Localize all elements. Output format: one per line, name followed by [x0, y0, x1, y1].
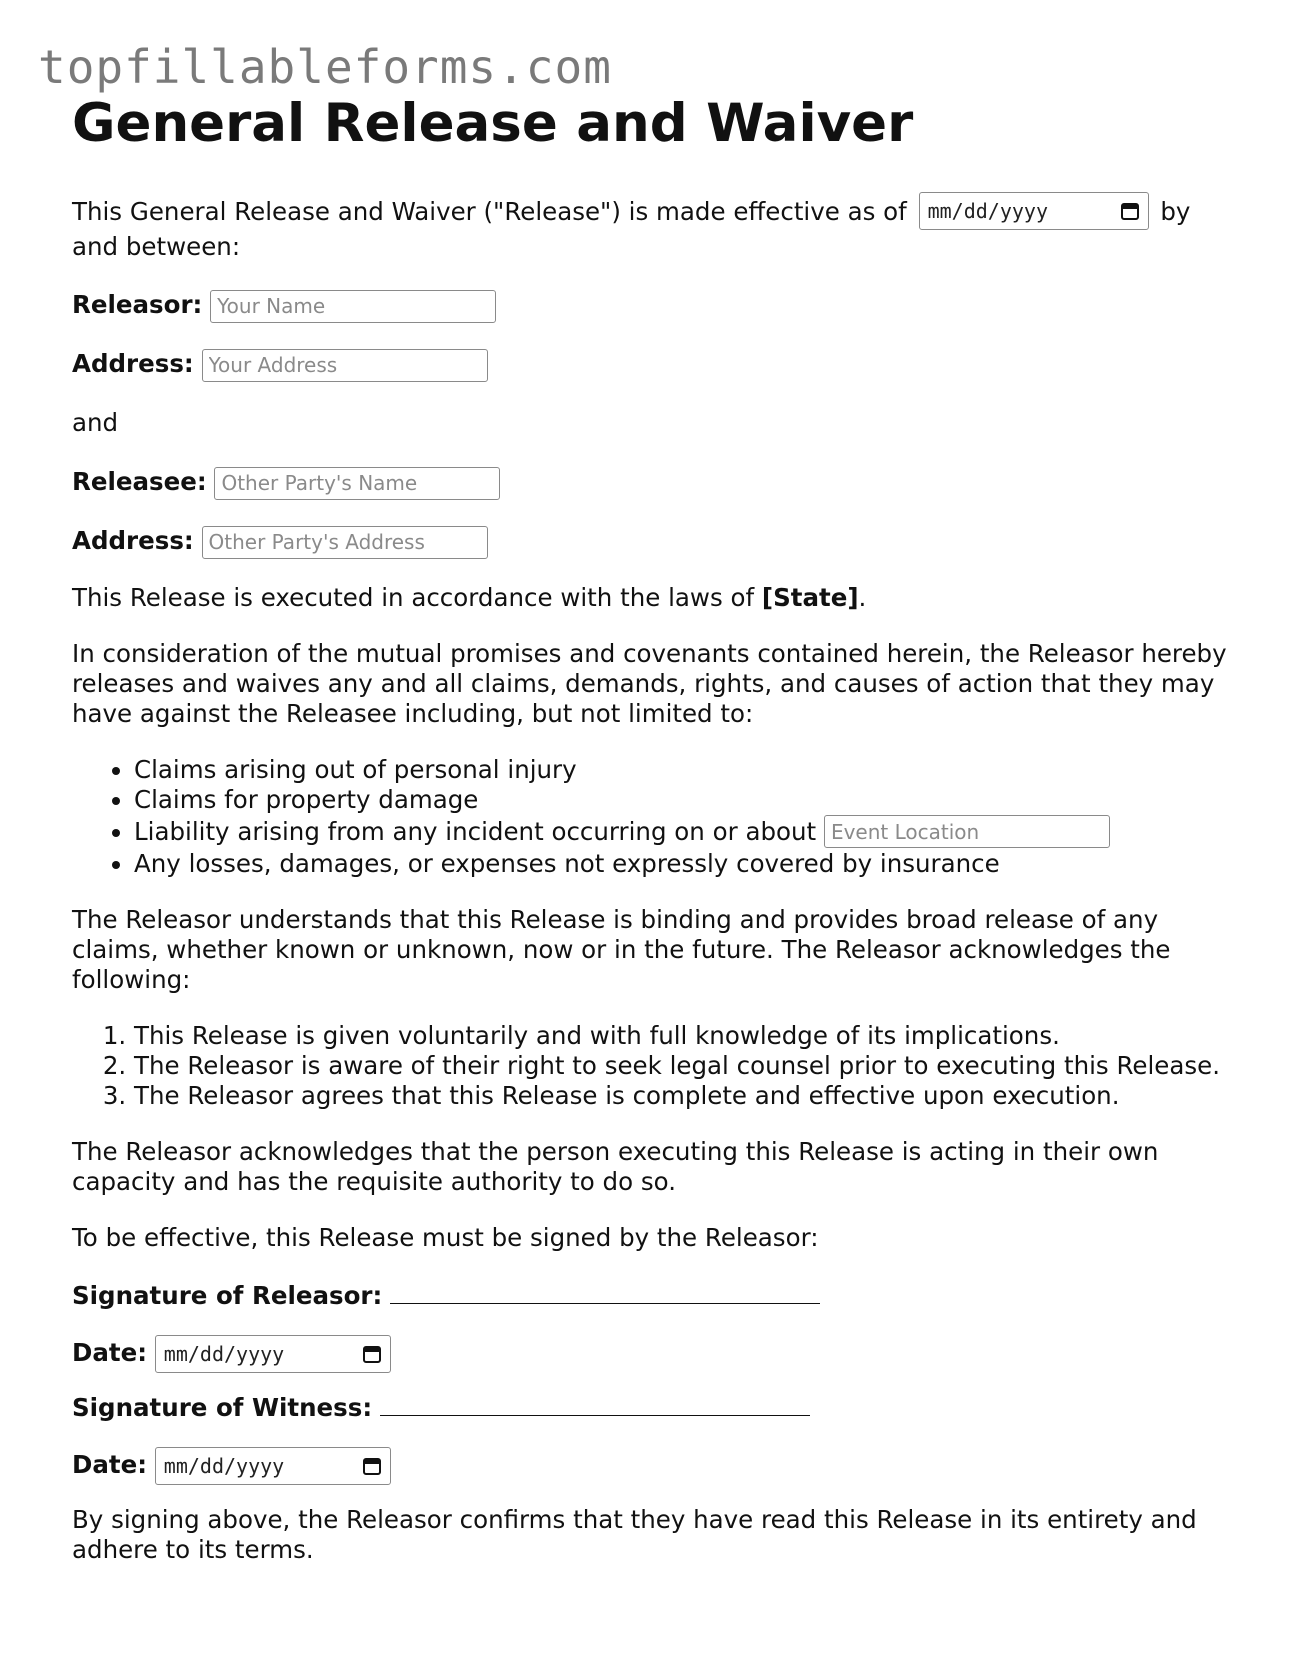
releasor-address-row [72, 347, 1232, 381]
witness-signature-label: Signature of Witness: [72, 1393, 373, 1422]
list-item: 2. The Releasor is aware of their right to seek legal counsel prior to executing this Release. [134, 1051, 1232, 1081]
list-item [134, 815, 1232, 849]
intro-paragraph [72, 194, 1232, 262]
closing-paragraph: By signing above, the Releasor confirms that they have read this Release in its entirety and adhere to its terms. [72, 1505, 1197, 1564]
claims-list [72, 755, 1232, 879]
law-period: . [858, 583, 867, 612]
understanding-paragraph: The Releasor understands that this Release is binding and provides broad release of any claims, whether known or unknown, now or in the future. The Releasor acknowledges the following: [72, 905, 1171, 994]
releasor-address-label: Address: [72, 349, 194, 378]
witness-date-input[interactable] [155, 1447, 391, 1485]
consideration-paragraph: In consideration of the mutual promises and covenants contained herein, the Releasor hereby releases and waives any and all claims, demands, rights, and causes of action that they may have against the Releasee including, but not limited to: [72, 639, 1227, 728]
releasee-row [72, 465, 1232, 499]
date1-label: Date: [72, 1338, 147, 1367]
intro-line2: and between: [72, 232, 241, 261]
calendar-icon[interactable] [1120, 201, 1140, 221]
releasee-name-input[interactable] [214, 467, 500, 500]
and-text: and [72, 408, 119, 437]
releasor-address-input[interactable] [202, 349, 488, 382]
releasor-signature-line[interactable] [390, 1281, 820, 1304]
date1-row [72, 1335, 1232, 1369]
page-title: General Release and Waiver [72, 93, 914, 154]
witness-signature-line[interactable] [380, 1393, 810, 1416]
acknowledgments-list [72, 1021, 1232, 1111]
capacity-paragraph: The Releasor acknowledges that the person executing this Release is acting in their own capacity and has the requisite authority to do so. [72, 1137, 1159, 1196]
releasor-signature-row [72, 1279, 1232, 1313]
effective-date-placeholder: mm/dd/yyyy [927, 199, 1048, 223]
releasee-address-label: Address: [72, 526, 194, 555]
releasee-address-row [72, 524, 1232, 558]
date2-placeholder: mm/dd/yyyy [163, 1454, 285, 1478]
and-row [72, 406, 1232, 440]
releasee-label: Releasee: [72, 467, 207, 496]
list-item: 3. The Releasor agrees that this Release is complete and effective upon execution. [134, 1081, 1232, 1111]
releasor-date-input[interactable] [155, 1335, 391, 1373]
witness-signature-row [72, 1391, 1232, 1425]
state-placeholder: [State] [761, 583, 859, 612]
releasee-address-input[interactable] [202, 526, 488, 559]
date2-label: Date: [72, 1450, 147, 1479]
effective-date-input[interactable] [919, 192, 1149, 230]
list-item: • Any losses, damages, or expenses not expressly covered by insurance [134, 849, 1232, 879]
governing-law-paragraph [72, 583, 1232, 613]
list-item: • Claims for property damage [134, 785, 1232, 815]
incident-text: Liability arising from any incident occurring on or about [134, 817, 817, 846]
releasor-name-input[interactable] [210, 290, 496, 323]
calendar-icon[interactable] [362, 1456, 382, 1476]
site-watermark: topfillableforms.com [38, 40, 612, 94]
intro-text: This General Release and Waiver ("Release") is made effective as of [72, 197, 907, 226]
list-item: • Claims arising out of personal injury [134, 755, 1232, 785]
list-item: 1. This Release is given voluntarily and with full knowledge of its implications. [134, 1021, 1232, 1051]
intro-by: by [1160, 197, 1191, 226]
releasor-row [72, 288, 1232, 322]
release-document [72, 88, 1232, 1591]
event-location-input[interactable] [824, 815, 1110, 848]
law-text: This Release is executed in accordance with the laws of [72, 583, 755, 612]
date2-row [72, 1447, 1232, 1481]
calendar-icon[interactable] [362, 1344, 382, 1364]
releasor-label: Releasor: [72, 290, 203, 319]
date1-placeholder: mm/dd/yyyy [163, 1342, 285, 1366]
signed-note: To be effective, this Release must be signed by the Releasor: [72, 1223, 819, 1252]
releasor-signature-label: Signature of Releasor: [72, 1281, 383, 1310]
